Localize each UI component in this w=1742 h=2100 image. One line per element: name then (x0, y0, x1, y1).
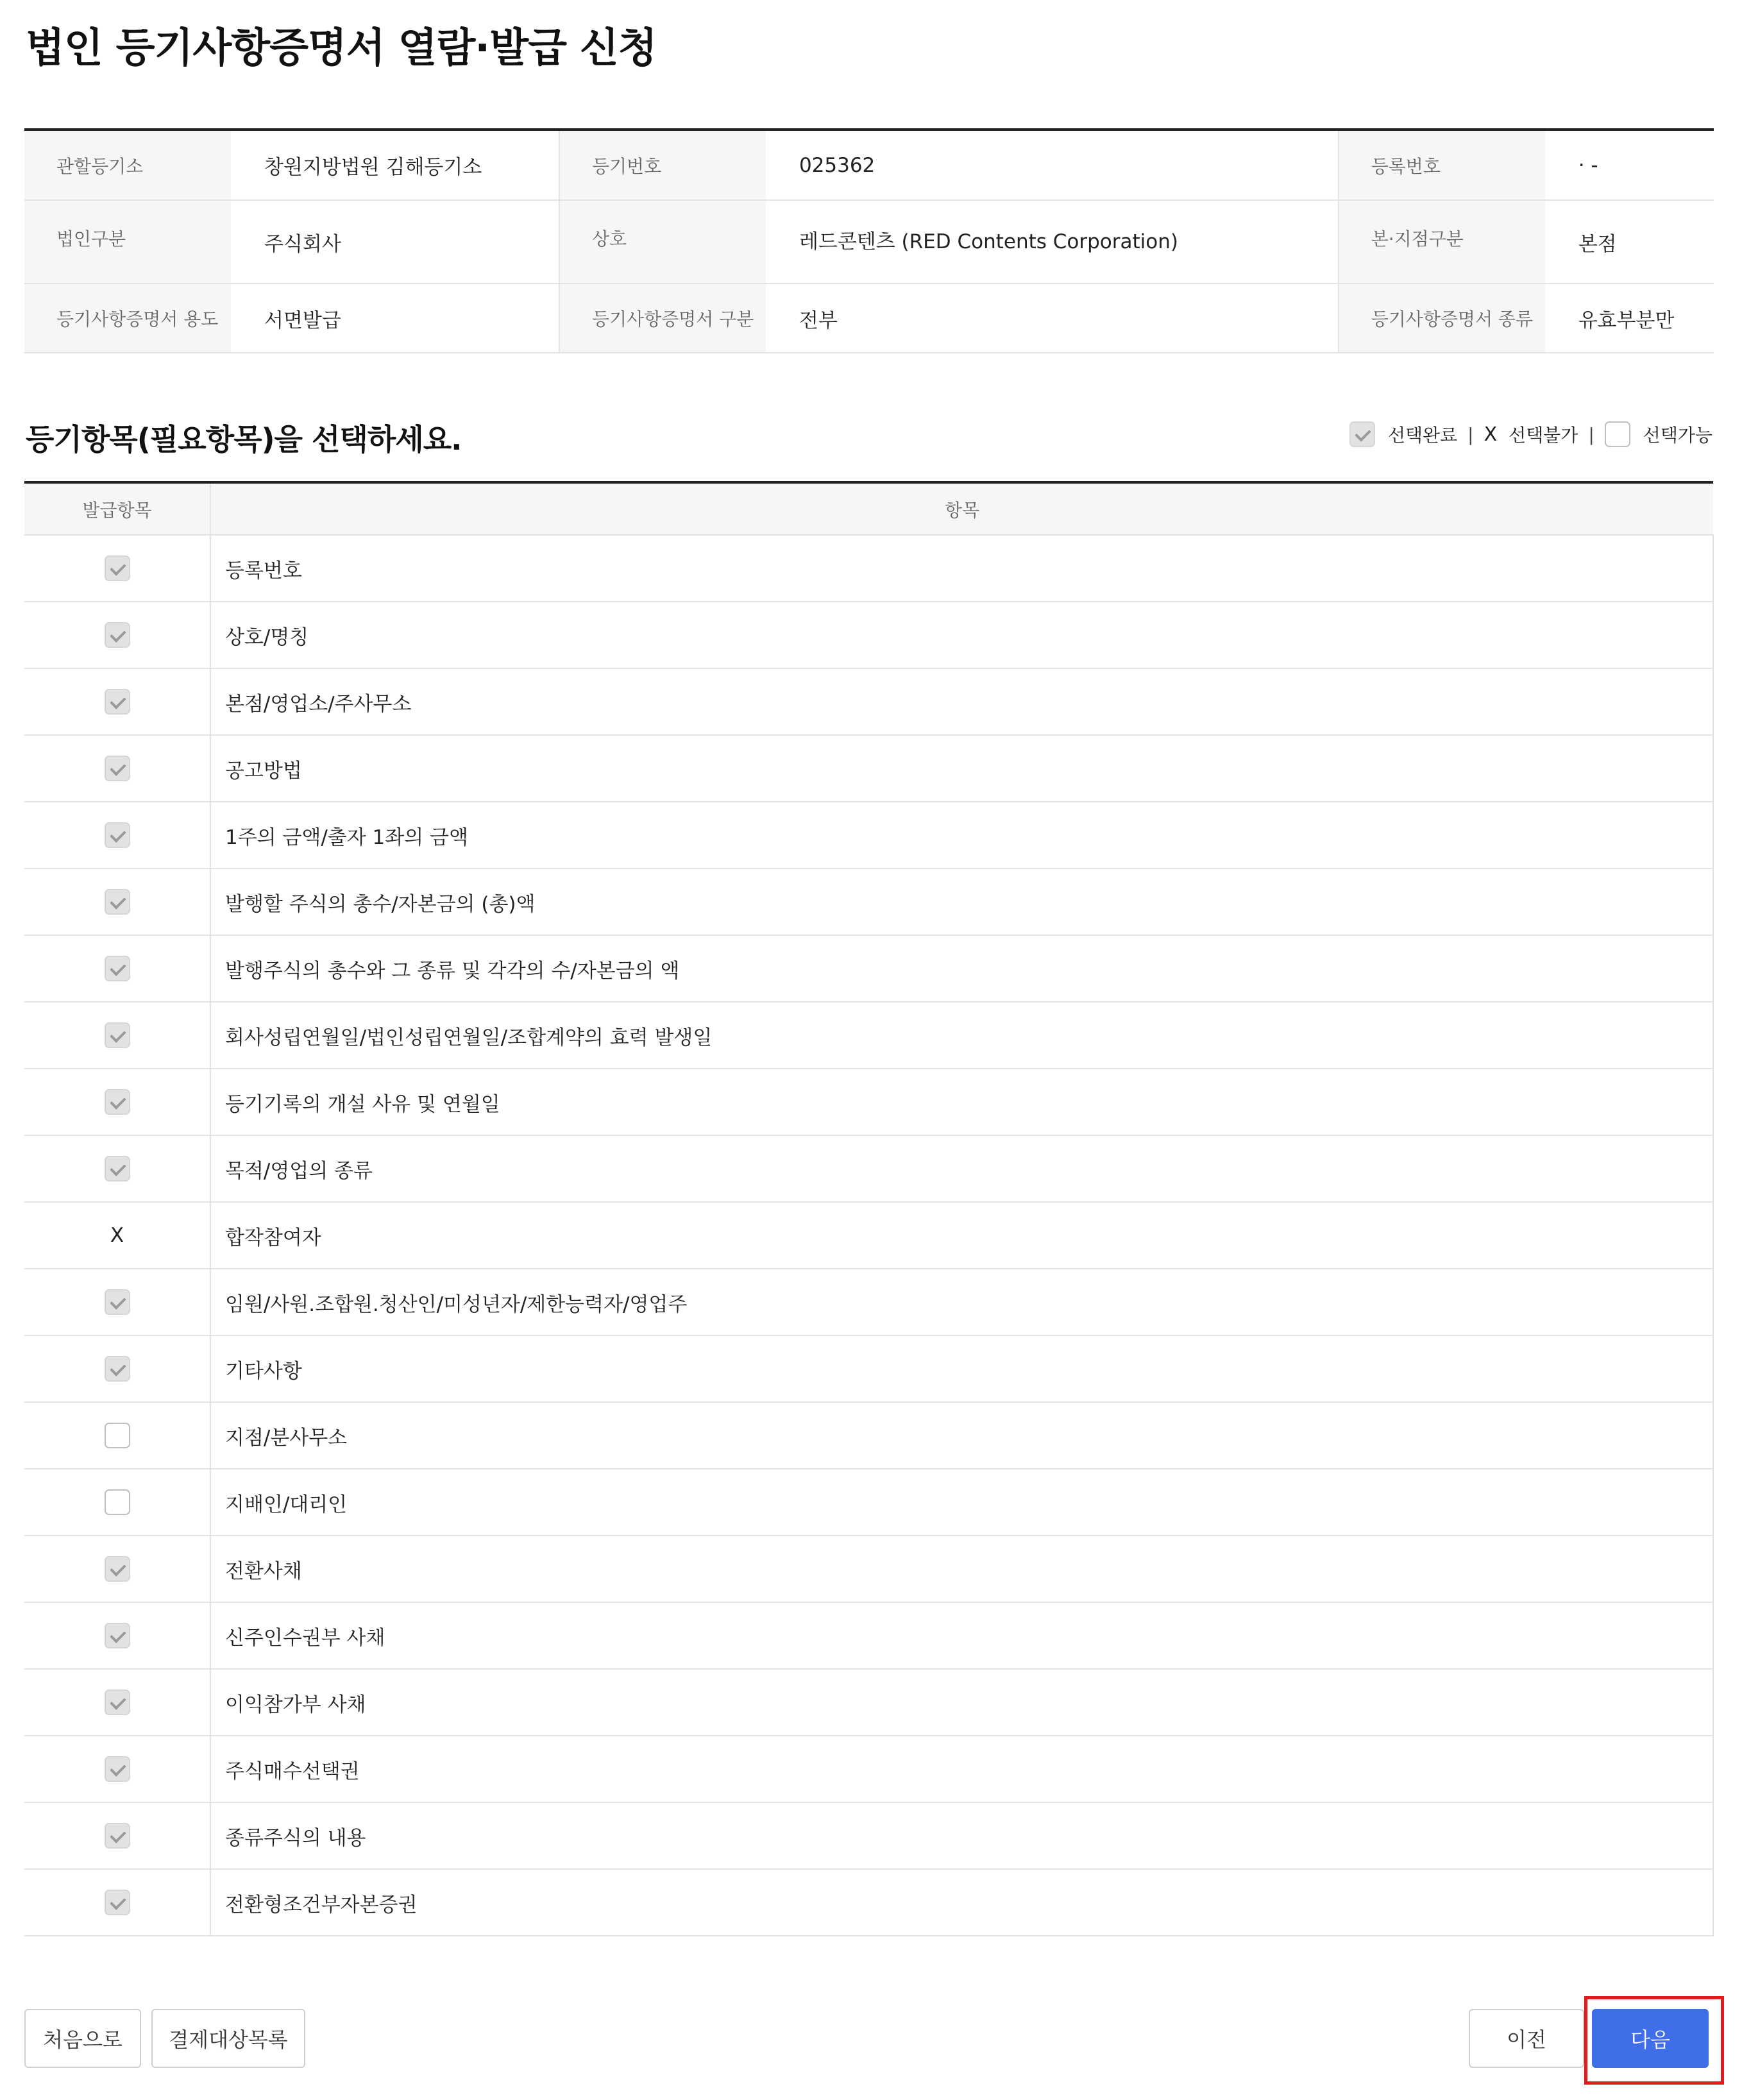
next-button[interactable]: 다음 (1592, 2009, 1709, 2068)
item-label: 상호/명칭 (210, 602, 1713, 668)
item-label: 임원/사원.조합원.청산인/미성년자/제한능력자/영업주 (210, 1269, 1713, 1335)
highlight-box (1584, 1996, 1724, 2085)
cert-kind-value: 유효부분만 (1545, 284, 1714, 353)
table-row (24, 1469, 1713, 1536)
cert-scope-label: 등기사항증명서 구분 (559, 284, 766, 353)
checked-checkbox (105, 889, 130, 915)
table-row (24, 1069, 1713, 1135)
issue-status-cell (24, 1002, 210, 1069)
table-row (24, 1002, 1713, 1069)
cert-purpose-value: 서면발급 (231, 284, 559, 353)
company-name-value: 레드콘텐츠 (RED Contents Corporation) (766, 200, 1339, 284)
col-header-item: 항목 (210, 482, 1713, 535)
issue-status-cell (24, 868, 210, 935)
item-label: 공고방법 (210, 735, 1713, 802)
checked-checkbox (105, 1022, 130, 1048)
checked-checkbox (105, 956, 130, 981)
registry-no-value: 025362 (766, 130, 1339, 200)
branch-type-label: 본·지점구분 (1339, 200, 1545, 284)
checked-checkbox (105, 1756, 130, 1782)
item-label: 주식매수선택권 (210, 1736, 1713, 1802)
item-label: 1주의 금액/출자 1좌의 금액 (210, 802, 1713, 868)
item-label: 회사성립연월일/법인성립연월일/조합계약의 효력 발생일 (210, 1002, 1713, 1069)
checked-checkbox (105, 555, 130, 581)
item-label: 종류주식의 내용 (210, 1802, 1713, 1869)
checked-checkbox (105, 1356, 130, 1382)
checked-checkbox (105, 1623, 130, 1648)
table-row (24, 1335, 1713, 1402)
issue-status-cell (24, 1335, 210, 1402)
issue-status-cell (24, 535, 210, 602)
info-row (24, 200, 1714, 284)
payment-list-button[interactable]: 결제대상목록 (151, 2009, 305, 2068)
item-label: 발행주식의 총수와 그 종류 및 각각의 수/자본금의 액 (210, 935, 1713, 1002)
item-label: 본점/영업소/주사무소 (210, 668, 1713, 735)
item-label: 지배인/대리인 (210, 1469, 1713, 1536)
checked-checkbox (105, 1156, 130, 1181)
issue-status-cell (24, 935, 210, 1002)
table-row (24, 1402, 1713, 1469)
item-label: 등록번호 (210, 535, 1713, 602)
checked-checkbox (105, 1556, 130, 1582)
item-label: 목적/영업의 종류 (210, 1135, 1713, 1202)
legend-unavailable-label: 선택불가 (1509, 425, 1578, 446)
table-row (24, 868, 1713, 935)
checked-checkbox (105, 756, 130, 781)
issue-status-cell (24, 1069, 210, 1135)
table-row (24, 1202, 1713, 1269)
x-icon: X (110, 1224, 124, 1247)
table-row (24, 1802, 1713, 1869)
x-icon: X (1484, 423, 1498, 446)
registration-no-value: · - (1545, 130, 1714, 200)
jurisdiction-value: 창원지방법원 김해등기소 (231, 130, 559, 200)
table-row (24, 1269, 1713, 1335)
registration-no-label: 등록번호 (1339, 130, 1545, 200)
table-row (24, 935, 1713, 1002)
branch-type-value: 본점 (1545, 200, 1714, 284)
checked-checkbox (105, 822, 130, 848)
issue-status-cell (24, 1469, 210, 1536)
status-legend (1349, 420, 1712, 448)
issue-status-cell (24, 1736, 210, 1802)
info-row (24, 130, 1714, 200)
registry-items-table (24, 481, 1714, 1936)
item-label: 신주인수권부 사채 (210, 1602, 1713, 1669)
prev-button[interactable]: 이전 (1469, 2009, 1584, 2068)
checked-icon (1349, 421, 1375, 447)
item-label: 발행할 주식의 총수/자본금의 (총)액 (210, 868, 1713, 935)
issue-status-cell (24, 1135, 210, 1202)
issue-status-cell (24, 1536, 210, 1602)
issue-status-cell (24, 1669, 210, 1736)
info-row (24, 284, 1714, 353)
table-header-row (24, 482, 1713, 535)
table-row (24, 602, 1713, 668)
table-row (24, 1135, 1713, 1202)
item-label: 전환형조건부자본증권 (210, 1869, 1713, 1936)
corp-type-value: 주식회사 (231, 200, 559, 284)
item-label: 합작참여자 (210, 1202, 1713, 1269)
issue-status-cell (24, 668, 210, 735)
legend-done-label: 선택완료 (1387, 425, 1458, 446)
checked-checkbox (105, 1823, 130, 1849)
registry-info-table (24, 128, 1714, 353)
item-label: 기타사항 (210, 1335, 1713, 1402)
checked-checkbox (105, 1289, 130, 1315)
checked-checkbox (105, 1890, 130, 1915)
cert-kind-label: 등기사항증명서 종류 (1339, 284, 1545, 353)
table-row (24, 1602, 1713, 1669)
jurisdiction-label: 관할등기소 (24, 130, 231, 200)
table-row (24, 535, 1713, 602)
checked-checkbox (105, 689, 130, 715)
issue-status-cell (24, 735, 210, 802)
table-row (24, 735, 1713, 802)
unchecked-icon (1605, 421, 1630, 447)
issue-status-cell (24, 1402, 210, 1469)
registry-no-label: 등기번호 (559, 130, 766, 200)
item-label: 등기기록의 개설 사유 및 연월일 (210, 1069, 1713, 1135)
checked-checkbox (105, 1089, 130, 1115)
issue-status-cell (24, 1869, 210, 1936)
table-row (24, 1536, 1713, 1602)
legend-available-label: 선택가능 (1643, 425, 1712, 446)
checked-checkbox (105, 1689, 130, 1715)
item-checkbox[interactable] (105, 1489, 130, 1515)
issue-status-cell (24, 602, 210, 668)
page-title: 법인 등기사항증명서 열람·발급 신청 (26, 24, 657, 71)
table-row (24, 1669, 1713, 1736)
table-row (24, 1736, 1713, 1802)
item-checkbox[interactable] (105, 1423, 130, 1448)
go-first-button[interactable]: 처음으로 (24, 2009, 141, 2068)
issue-status-cell (24, 1602, 210, 1669)
item-label: 이익참가부 사채 (210, 1669, 1713, 1736)
issue-status-cell (24, 1269, 210, 1335)
item-label: 전환사채 (210, 1536, 1713, 1602)
legend-separator: | (1467, 423, 1474, 445)
table-row (24, 802, 1713, 868)
col-header-issue: 발급항목 (24, 482, 210, 535)
table-row (24, 1869, 1713, 1936)
cert-purpose-label: 등기사항증명서 용도 (24, 284, 231, 353)
issue-status-cell (24, 1202, 210, 1269)
issue-status-cell (24, 1802, 210, 1869)
issue-status-cell (24, 802, 210, 868)
checked-checkbox (105, 622, 130, 648)
legend-separator: | (1588, 423, 1594, 445)
item-label: 지점/분사무소 (210, 1402, 1713, 1469)
table-row (24, 668, 1713, 735)
cert-scope-value: 전부 (766, 284, 1339, 353)
corp-type-label: 법인구분 (24, 200, 231, 284)
company-name-label: 상호 (559, 200, 766, 284)
section-title: 등기항목(필요항목)을 선택하세요. (26, 422, 462, 457)
